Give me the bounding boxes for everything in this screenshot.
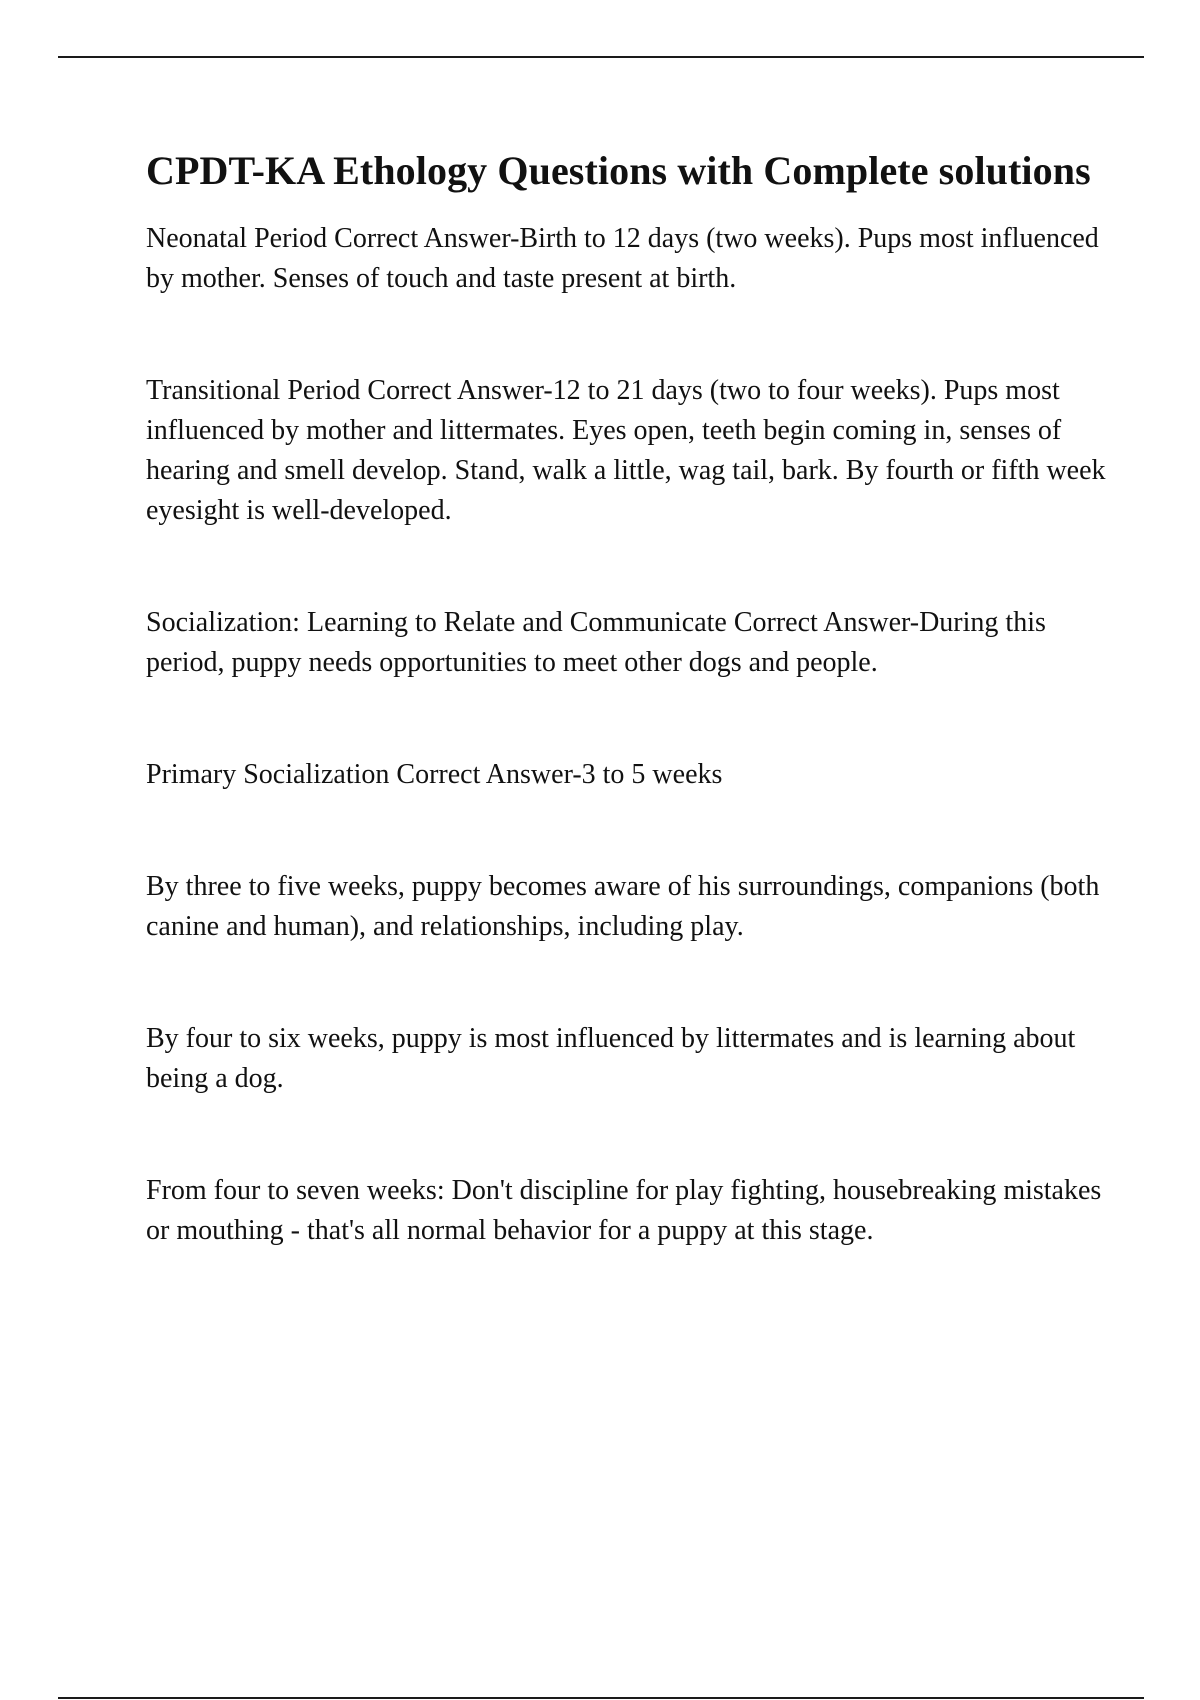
entry-transitional-period: Transitional Period Correct Answer-12 to 21 days (two to four weeks). Pups most influenced by mother and littermates. Eyes open, teeth begin coming in, senses of hearing and smell develop. Stand, walk a little, wag tail, bark. By fourth or fifth week eyesight is well-developed.	[146, 375, 1106, 526]
entry-neonatal-period: Neonatal Period Correct Answer-Birth to 12 days (two weeks). Pups most influenced by mother. Senses of touch and taste present at birth.	[146, 223, 1099, 294]
entry-four-to-seven-weeks: From four to seven weeks: Don't discipline for play fighting, housebreaking mistakes or mouthing - that's all normal behavior for a puppy at this stage.	[146, 1175, 1102, 1246]
entries-list	[146, 219, 1106, 1251]
bottom-divider	[58, 1697, 1144, 1699]
entry-four-to-six-weeks: By four to six weeks, puppy is most influenced by littermates and is learning about being a dog.	[146, 1023, 1076, 1094]
top-divider	[58, 56, 1144, 58]
entry-three-to-five-weeks: By three to five weeks, puppy becomes aware of his surroundings, companions (both canine and human), and relationships, including play.	[146, 871, 1100, 942]
document-title: CPDT-KA Ethology Questions with Complete solutions	[146, 148, 1091, 193]
entry-socialization: Socialization: Learning to Relate and Communicate Correct Answer-During this period, puppy needs opportunities to meet other dogs and people.	[146, 607, 1046, 678]
entry-primary-socialization: Primary Socialization Correct Answer-3 to 5 weeks	[146, 759, 723, 790]
document-body	[146, 143, 1106, 1251]
